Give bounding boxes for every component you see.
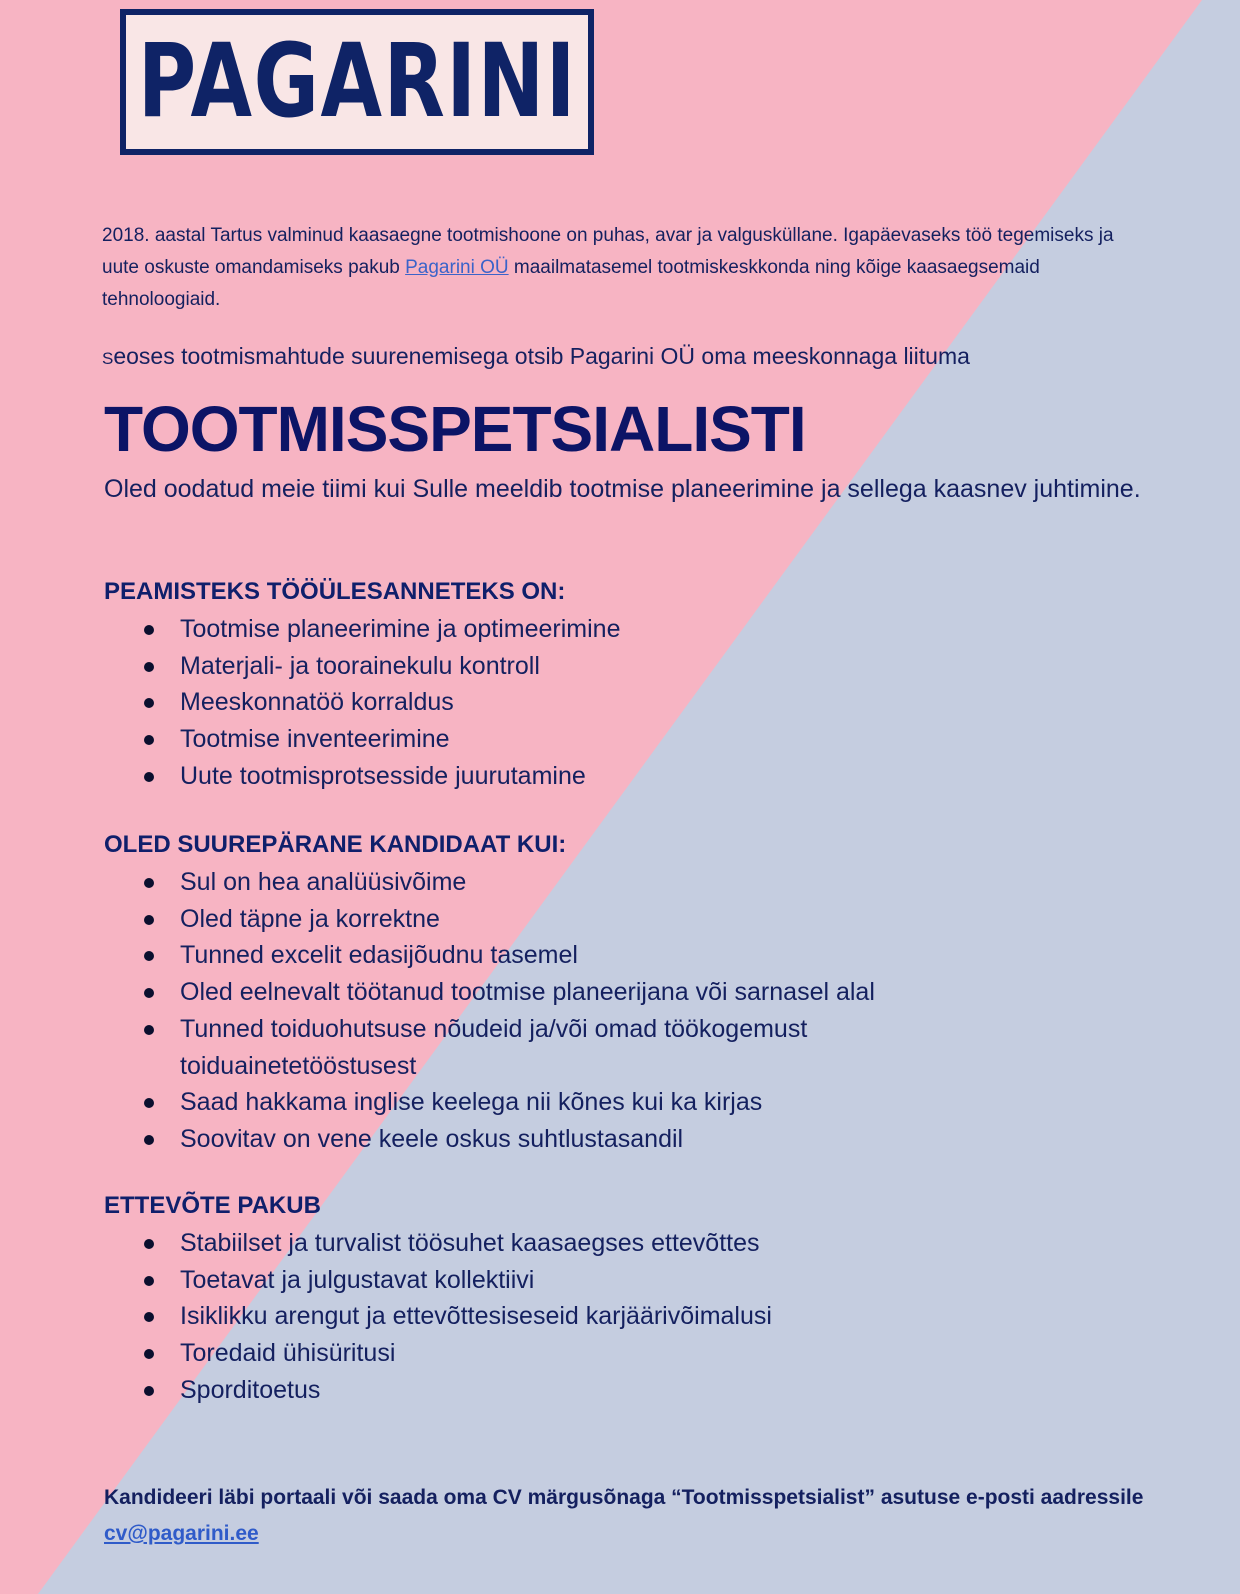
list-item: Tootmise planeerimine ja optimeerimine bbox=[104, 611, 1144, 648]
list-item: Tunned toiduohutsuse nõudeid ja/või omad töökogemust toiduainetetööstusest bbox=[104, 1011, 1144, 1084]
list-item: Sporditoetus bbox=[104, 1372, 1144, 1409]
job-subtitle: Oled oodatud meie tiimi kui Sulle meeldib tootmise planeerimine ja sellega kaasnev juhtimine. bbox=[104, 475, 1141, 503]
candidate-list bbox=[104, 864, 1144, 1158]
intro-paragraph bbox=[102, 220, 1142, 316]
list-item: Toetavat ja julgustavat kollektiivi bbox=[104, 1262, 1144, 1299]
list-item: Tootmise inventeerimine bbox=[104, 721, 1144, 758]
offer-list bbox=[104, 1225, 1144, 1409]
list-item: Uute tootmisprotsesside juurutamine bbox=[104, 758, 1144, 795]
list-item: Isiklikku arengut ja ettevõttesiseseid karjäärivõimalusi bbox=[104, 1298, 1144, 1335]
application-instructions bbox=[104, 1480, 1164, 1552]
job-title: TOOTMISSPETSIALISTI bbox=[104, 393, 806, 465]
list-item: Oled täpne ja korrektne bbox=[104, 901, 1144, 938]
section-heading-candidate: OLED SUUREPÄRANE KANDIDAAT KUI: bbox=[104, 831, 567, 858]
list-item: Tunned excelit edasijõudnu tasemel bbox=[104, 937, 1144, 974]
intro-text-after: maailmatasemel tootmiskeskkonda ning kõige kaasaegsemaid tehnoloogiaid. bbox=[102, 257, 1040, 310]
list-item: Oled eelnevalt töötanud tootmise planeerijana või sarnasel alal bbox=[104, 974, 1144, 1011]
pagarini-logo bbox=[120, 9, 594, 155]
list-item: Materjali- ja toorainekulu kontroll bbox=[104, 648, 1144, 685]
list-item: Saad hakkama inglise keelega nii kõnes kui ka kirjas bbox=[104, 1084, 1144, 1121]
section-heading-offer: ETTEVÕTE PAKUB bbox=[104, 1192, 321, 1219]
company-link[interactable]: Pagarini OÜ bbox=[405, 257, 509, 278]
list-item: Soovitav on vene keele oskus suhtlustasandil bbox=[104, 1121, 1144, 1158]
email-link[interactable]: cv@pagarini.ee bbox=[104, 1522, 259, 1545]
lead-text: eoses tootmismahtude suurenemisega otsib Pagarini OÜ oma meeskonnaga liituma bbox=[113, 343, 970, 369]
list-item: Toredaid ühisüritusi bbox=[104, 1335, 1144, 1372]
logo-text: PAGARINI bbox=[137, 22, 577, 141]
list-item: Meeskonnatöö korraldus bbox=[104, 684, 1144, 721]
intro-text-before: 2018. aastal Tartus valminud kaasaegne tootmishoone on puhas, avar ja valgusküllane. Igapäevaseks töö tegemiseks ja uute oskuste omandamiseks pakub bbox=[102, 225, 1114, 278]
cta-text: Kandideeri läbi portaali või saada oma CV märgusõnaga “Tootmisspetsialist” asutuse e-posti aadressile bbox=[104, 1486, 1144, 1509]
section-heading-tasks: PEAMISTEKS TÖÖÜLESANNETEKS ON: bbox=[104, 578, 566, 605]
tasks-list bbox=[104, 611, 1144, 795]
list-item: Stabiilset ja turvalist töösuhet kaasaegses ettevõttes bbox=[104, 1225, 1144, 1262]
lead-sentence bbox=[102, 341, 1162, 374]
lead-first-letter: S bbox=[102, 349, 114, 368]
list-item: Sul on hea analüüsivõime bbox=[104, 864, 1144, 901]
